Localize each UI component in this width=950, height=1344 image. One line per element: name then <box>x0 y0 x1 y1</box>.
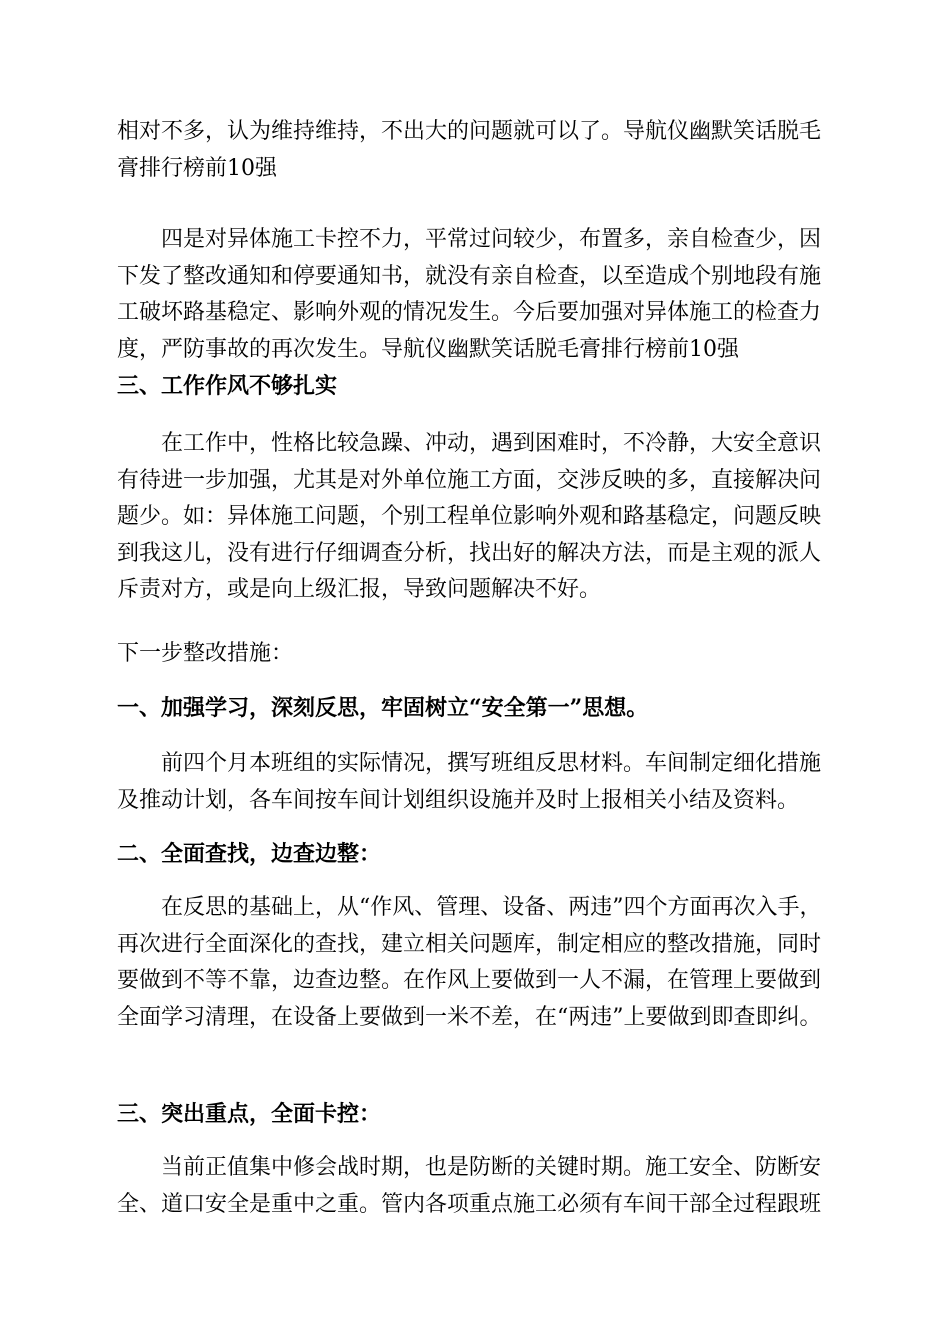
heading-study-reflect: 一、加强学习，深刻反思，牢固树立“安全第一”思想。 <box>117 695 649 721</box>
heading-inspect-fix: 二、全面查找，边查边整： <box>117 841 382 867</box>
heading-key-points: 三、突出重点，全面卡控： <box>117 1101 382 1127</box>
heading-work-style: 三、工作作风不够扎实 <box>117 373 338 399</box>
paragraph-study-reflect: 前四个月本班组的实际情况，撰写班组反思材料。车间制定细化措施及推动计划，各车间按车间计划组织设施并及时上报相关小结及资料。 <box>117 751 822 813</box>
paragraph-next-steps: 下一步整改措施： <box>117 641 294 666</box>
paragraph-work-style: 在工作中，性格比较急躁、冲动，遇到困难时，不冷静，大安全意识有待进一步加强，尤其是对外单位施工方面，交涉反映的多，直接解决问题少。如：异体施工问题，个别工程单位影响外观和路基稳定，问题反映到我这儿，没有进行仔细调查分析，找出好的解决方法，而是主观的派人斥责对方，或是向上级汇报，导致问题解决不好。 <box>117 431 822 602</box>
paragraph-key-points: 当前正值集中修会战时期，也是防断的关键时期。施工安全、防断安全、道口安全是重中之重。管内各项重点施工必须有车间干部全过程跟班 <box>117 1155 822 1217</box>
paragraph-inspect-fix: 在反思的基础上，从“作风、管理、设备、两违”四个方面再次入手，再次进行全面深化的查找，建立相关问题库，制定相应的整改措施，同时要做到不等不靠，边查边整。在作风上要做到一人不漏，在管理上要做到全面学习清理，在设备上要做到一米不差，在“两违”上要做到即查即纠。 <box>117 895 822 1030</box>
paragraph-abnormal-construction: 四是对异体施工卡控不力，平常过问较少，布置多，亲自检查少，因下发了整改通知和停要通知书，就没有亲自检查，以至造成个别地段有施工破坏路基稳定、影响外观的情况发生。今后要加强对异体施工的检查力度，严防事故的再次发生。导航仪幽默笑话脱毛膏排行榜前10强 <box>117 227 822 362</box>
paragraph-continuation: 相对不多，认为维持维持，不出大的问题就可以了。导航仪幽默笑话脱毛膏排行榜前10强 <box>117 119 822 181</box>
